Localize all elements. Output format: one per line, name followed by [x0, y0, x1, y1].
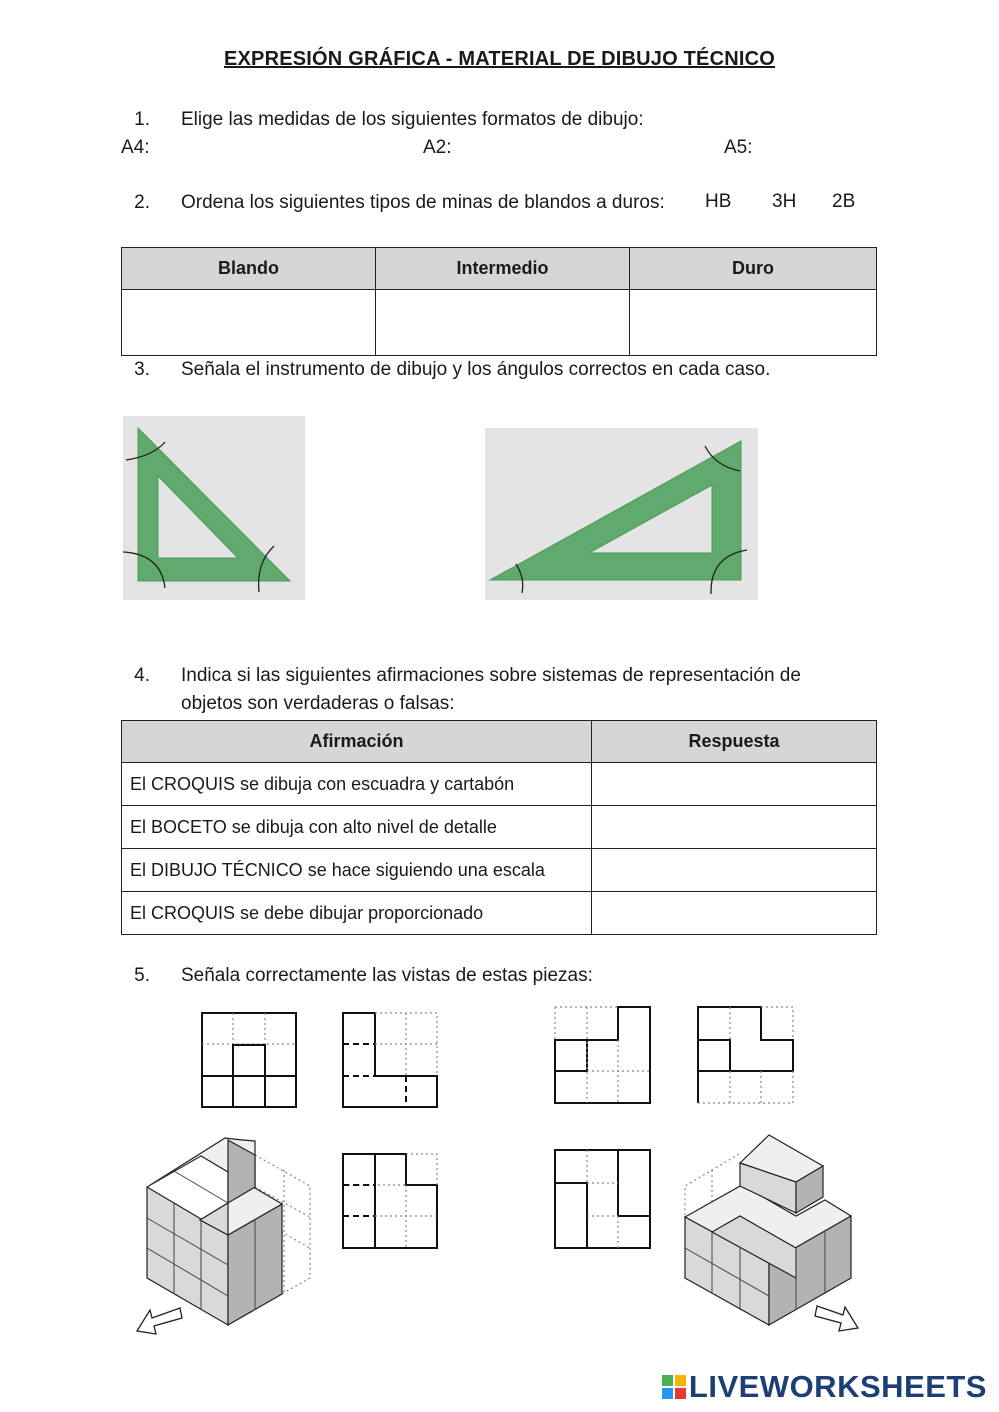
set-square-drawing	[123, 416, 305, 600]
view-e[interactable]	[698, 1007, 793, 1103]
set-square-image[interactable]	[123, 416, 305, 600]
question-number: 4.	[134, 665, 150, 686]
question-number: 5.	[134, 965, 150, 986]
lead-3h: 3H	[772, 191, 797, 212]
cartabon-image[interactable]	[485, 428, 758, 600]
question-number: 2.	[134, 192, 150, 213]
statement-text: El BOCETO se dibuja con alto nivel de detalle	[122, 806, 592, 849]
header-respuesta: Respuesta	[592, 721, 877, 763]
question-text: Señala el instrumento de dibujo y los ángulos correctos en cada caso.	[181, 359, 771, 380]
statements-table	[121, 720, 877, 935]
answer-cell-duro[interactable]	[630, 290, 877, 356]
views-figure	[0, 995, 999, 1345]
page-title: EXPRESIÓN GRÁFICA - MATERIAL DE DIBUJO TÉCNICO	[223, 48, 776, 70]
question-text-line-2: objetos son verdaderas o falsas:	[181, 693, 455, 714]
view-b[interactable]	[343, 1013, 437, 1107]
view-f[interactable]	[555, 1150, 650, 1248]
answer-cell[interactable]	[592, 806, 877, 849]
answer-cell[interactable]	[592, 892, 877, 935]
question-text: Elige las medidas de los siguientes formatos de dibujo:	[181, 109, 644, 130]
format-a5-answer[interactable]	[763, 135, 913, 161]
lead-hardness-table	[121, 247, 877, 356]
statement-text: El DIBUJO TÉCNICO se hace siguiendo una escala	[122, 849, 592, 892]
isometric-piece-left[interactable]	[137, 1138, 310, 1334]
lead-hb: HB	[705, 191, 732, 212]
logo-icon	[661, 1374, 687, 1400]
view-d[interactable]	[555, 1007, 650, 1103]
question-number: 3.	[134, 359, 150, 380]
question-text: Ordena los siguientes tipos de minas de blandos a duros:	[181, 192, 665, 213]
question-3	[134, 356, 970, 384]
question-4	[134, 662, 970, 718]
cartabon-drawing	[485, 428, 758, 600]
header-afirmacion: Afirmación	[122, 721, 592, 763]
question-text: Señala correctamente las vistas de estas piezas:	[181, 965, 593, 986]
question-1	[134, 106, 950, 134]
view-a[interactable]	[202, 1013, 296, 1107]
answer-cell-blando[interactable]	[122, 290, 376, 356]
view-c[interactable]	[343, 1154, 437, 1248]
answer-cell[interactable]	[592, 849, 877, 892]
question-number: 1.	[134, 109, 150, 130]
answer-cell[interactable]	[592, 763, 877, 806]
format-label-a5: A5:	[724, 137, 753, 158]
statement-text: El CROQUIS se dibuja con escuadra y cartabón	[122, 763, 592, 806]
question-5	[134, 962, 970, 990]
header-duro: Duro	[630, 248, 877, 290]
header-blando: Blando	[122, 248, 376, 290]
answer-cell-intermedio[interactable]	[376, 290, 630, 356]
format-label-a2: A2:	[423, 137, 452, 158]
header-intermedio: Intermedio	[376, 248, 630, 290]
format-a2-answer[interactable]	[462, 135, 712, 161]
lead-2b: 2B	[832, 191, 856, 212]
statement-text: El CROQUIS se debe dibujar proporcionado	[122, 892, 592, 935]
question-text-line-1: Indica si las siguientes afirmaciones sobre sistemas de representación de	[181, 665, 801, 686]
format-a4-answer[interactable]	[160, 135, 410, 161]
logo-text: LIVEWORKSHEETS	[688, 1369, 987, 1404]
liveworksheets-logo	[661, 1370, 987, 1404]
format-label-a4: A4:	[121, 137, 150, 158]
isometric-piece-right[interactable]	[685, 1135, 858, 1331]
